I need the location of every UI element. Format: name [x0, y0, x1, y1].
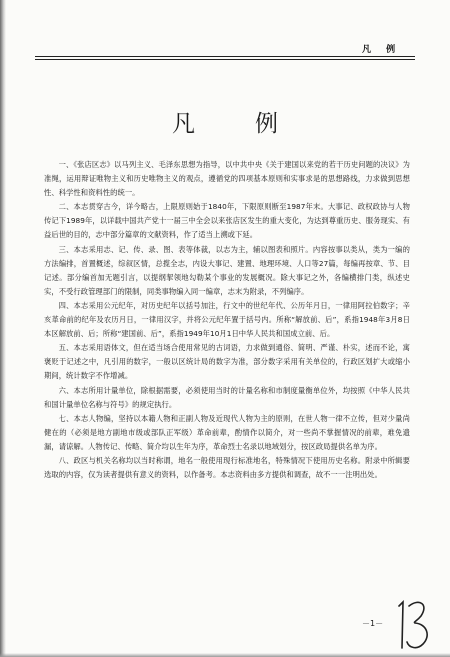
paragraph-1: 一、《张店区志》以马列主义、毛泽东思想为指导，以中共中央《关于建国以来党的若干历史问题的决议》为准绳，运用辩证唯物主义和历史唯物主义的观点，遵循党的四项基本原则和实事求是的思想路线，力求做到思想性、科学性和资料性的统一。 — [44, 160, 410, 198]
paragraph-8: 八、政区与机关名称均以当时称谓，地名一般使用现行标准地名，特殊情况下使用历史名称。附录中所辑要选取的内容，仅为读者提供有意义的资料，以作备考。本志资料由多方提供和调查，故不一一注明出处。 — [44, 455, 410, 480]
paragraph-2: 二、本志贯穿古今，详今略古，上限原则始于1840年，下限原则断至1987年末。大事记、政权政协与人物传记下1989年，以详载中国共产党十一届三中全会以来张店区发生的重大变化，为达到尊重历史、服务现实、有益后世的目的，志中部分篇章的文献资料，作了适当上溯或下延。 — [44, 202, 410, 240]
page-edge-shadow — [0, 0, 6, 657]
page-title: 凡例 — [172, 111, 338, 138]
paragraph-4: 四、本志采用公元纪年，对历史纪年以括号加注，行文中的世纪年代、公历年月日，一律用阿拉伯数字；辛亥革命前的纪年及农历月日，一律用汉字，并将公元纪年置于括号内。所称“解放前、后”，系指1948年3月8日本区解放前、后；所称“建国前、后”，系指1949年10月1日中华人民共和国成立前、后。 — [44, 300, 410, 339]
header-rule — [35, 56, 415, 60]
page-number: －1－ — [362, 619, 384, 628]
paragraph-3: 三、本志采用志、记、传、录、图、表等体裁，以志为主，辅以图表和照片。内容按事以类从，类为一编的方法编排，首置概述，综叙区情，总揽全志，内设大事记、建置、地理环境、人口等27篇，每编再按章、节、目记述。部分编首加无题引言，以提纲挈领地勾勒某个事业的发展概况。除大事记之外，各编横排门类，纵述史实，不受行政管理部门的限制，同类事物编入同一编章，志末为附录，不列编序。 — [44, 244, 410, 296]
body-text — [44, 158, 410, 482]
running-head: 凡 例 — [362, 45, 402, 55]
paragraph-6: 六、本志所用计量单位，除根据需要，必须使用当时的计量名称和市制度量衡单位外，均按照《中华人民共和国计量单位名称与符号》的规定执行。 — [44, 385, 410, 409]
paragraph-5: 五、本志采用语体文，但在适当场合使用常见的古词语，力求做到通俗、简明、严谨、朴实，述而不论，寓褒贬于记述之中，凡引用的数字，一般以区统计局的数字为准，部分数字采用有关单位的，行政区划扩大或缩小期间，统计数字不作增减。 — [44, 343, 410, 381]
paragraph-7: 七、本志人物编，坚持以本籍人物和正副人物及近现代人物为主的原则，在世人物一律不立传，但对少量尚健在的（必须是地方副地市级或部队正军级）革命前辈，酌情作以简介，对一些尚不掌握情况的前辈，难免遗漏，请谅解。人物传记、传略、简介均以生年为序，革命烈士名录以地域划分，按区政局提供名单为序。 — [44, 413, 410, 451]
handwritten-page-mark — [393, 596, 433, 654]
page-bottom-shadow — [0, 653, 450, 657]
